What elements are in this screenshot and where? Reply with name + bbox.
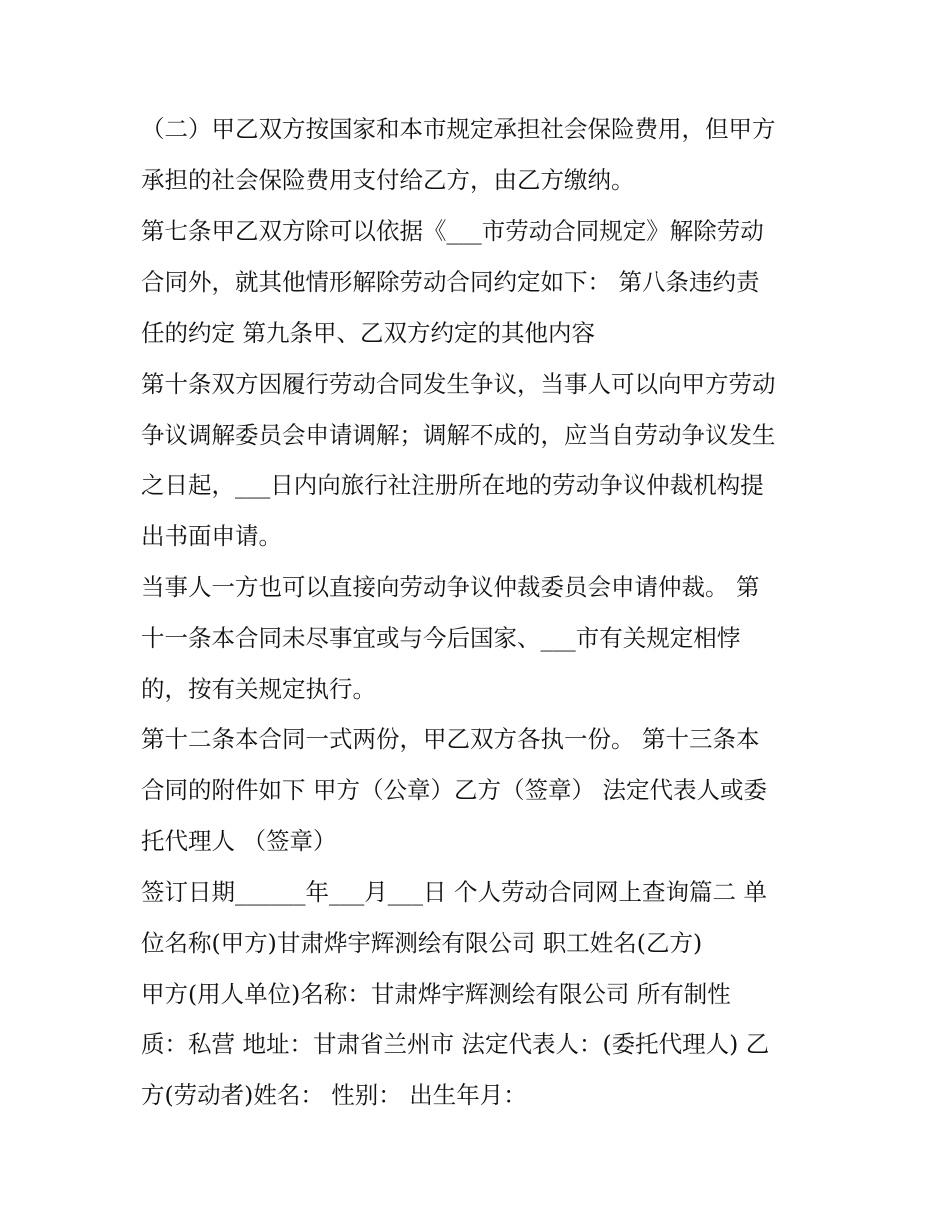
text-line-8: 之日起，___日内向旅行社注册所在地的劳动争议仲裁机构提 xyxy=(141,471,764,499)
text-line-16: 签订日期______年___月___日 个人劳动合同网上查询篇二 单 xyxy=(141,878,767,906)
text-line-5: 任的约定 第九条甲、乙双方约定的其他内容 xyxy=(141,319,595,347)
text-line-11: 十一条本合同未尽事宜或与今后国家、___市有关规定相悖 xyxy=(141,624,741,652)
text-line-20: 方(劳动者)姓名： 性别： 出生年月： xyxy=(141,1081,527,1109)
text-line-4: 合同外，就其他情形解除劳动合同约定如下： 第八条违约责 xyxy=(141,268,760,296)
text-line-18: 甲方(用人单位)名称：甘肃烨宇辉测绘有限公司 所有制性 xyxy=(141,980,731,1008)
text-line-13: 第十二条本合同一式两份，甲乙双方各执一份。 第十三条本 xyxy=(141,725,760,753)
text-line-17: 位名称(甲方)甘肃烨宇辉测绘有限公司 职工姓名(乙方) xyxy=(141,929,703,957)
text-line-12: 的，按有关规定执行。 xyxy=(141,675,376,703)
text-line-2: 承担的社会保险费用支付给乙方，由乙方缴纳。 xyxy=(141,166,635,194)
text-line-19: 质：私营 地址：甘肃省兰州市 法定代表人：(委托代理人) 乙 xyxy=(141,1030,770,1058)
text-line-6: 第十条双方因履行劳动合同发生争议，当事人可以向甲方劳动 xyxy=(141,370,776,398)
text-line-10: 当事人一方也可以直接向劳动争议仲裁委员会申请仲裁。 第 xyxy=(141,573,760,601)
text-line-14: 合同的附件如下 甲方（公章）乙方（签章） 法定代表人或委 xyxy=(141,776,767,804)
text-line-15: 托代理人 （签章） xyxy=(141,827,337,855)
text-line-7: 争议调解委员会申请调解；调解不成的，应当自劳动争议发生 xyxy=(141,421,776,449)
text-line-1: （二）甲乙双方按国家和本市规定承担社会保险费用，但甲方 xyxy=(141,115,776,143)
text-line-3: 第七条甲乙双方除可以依据《___市劳动合同规定》解除劳动 xyxy=(141,217,764,245)
text-line-9: 出书面申请。 xyxy=(141,522,282,550)
